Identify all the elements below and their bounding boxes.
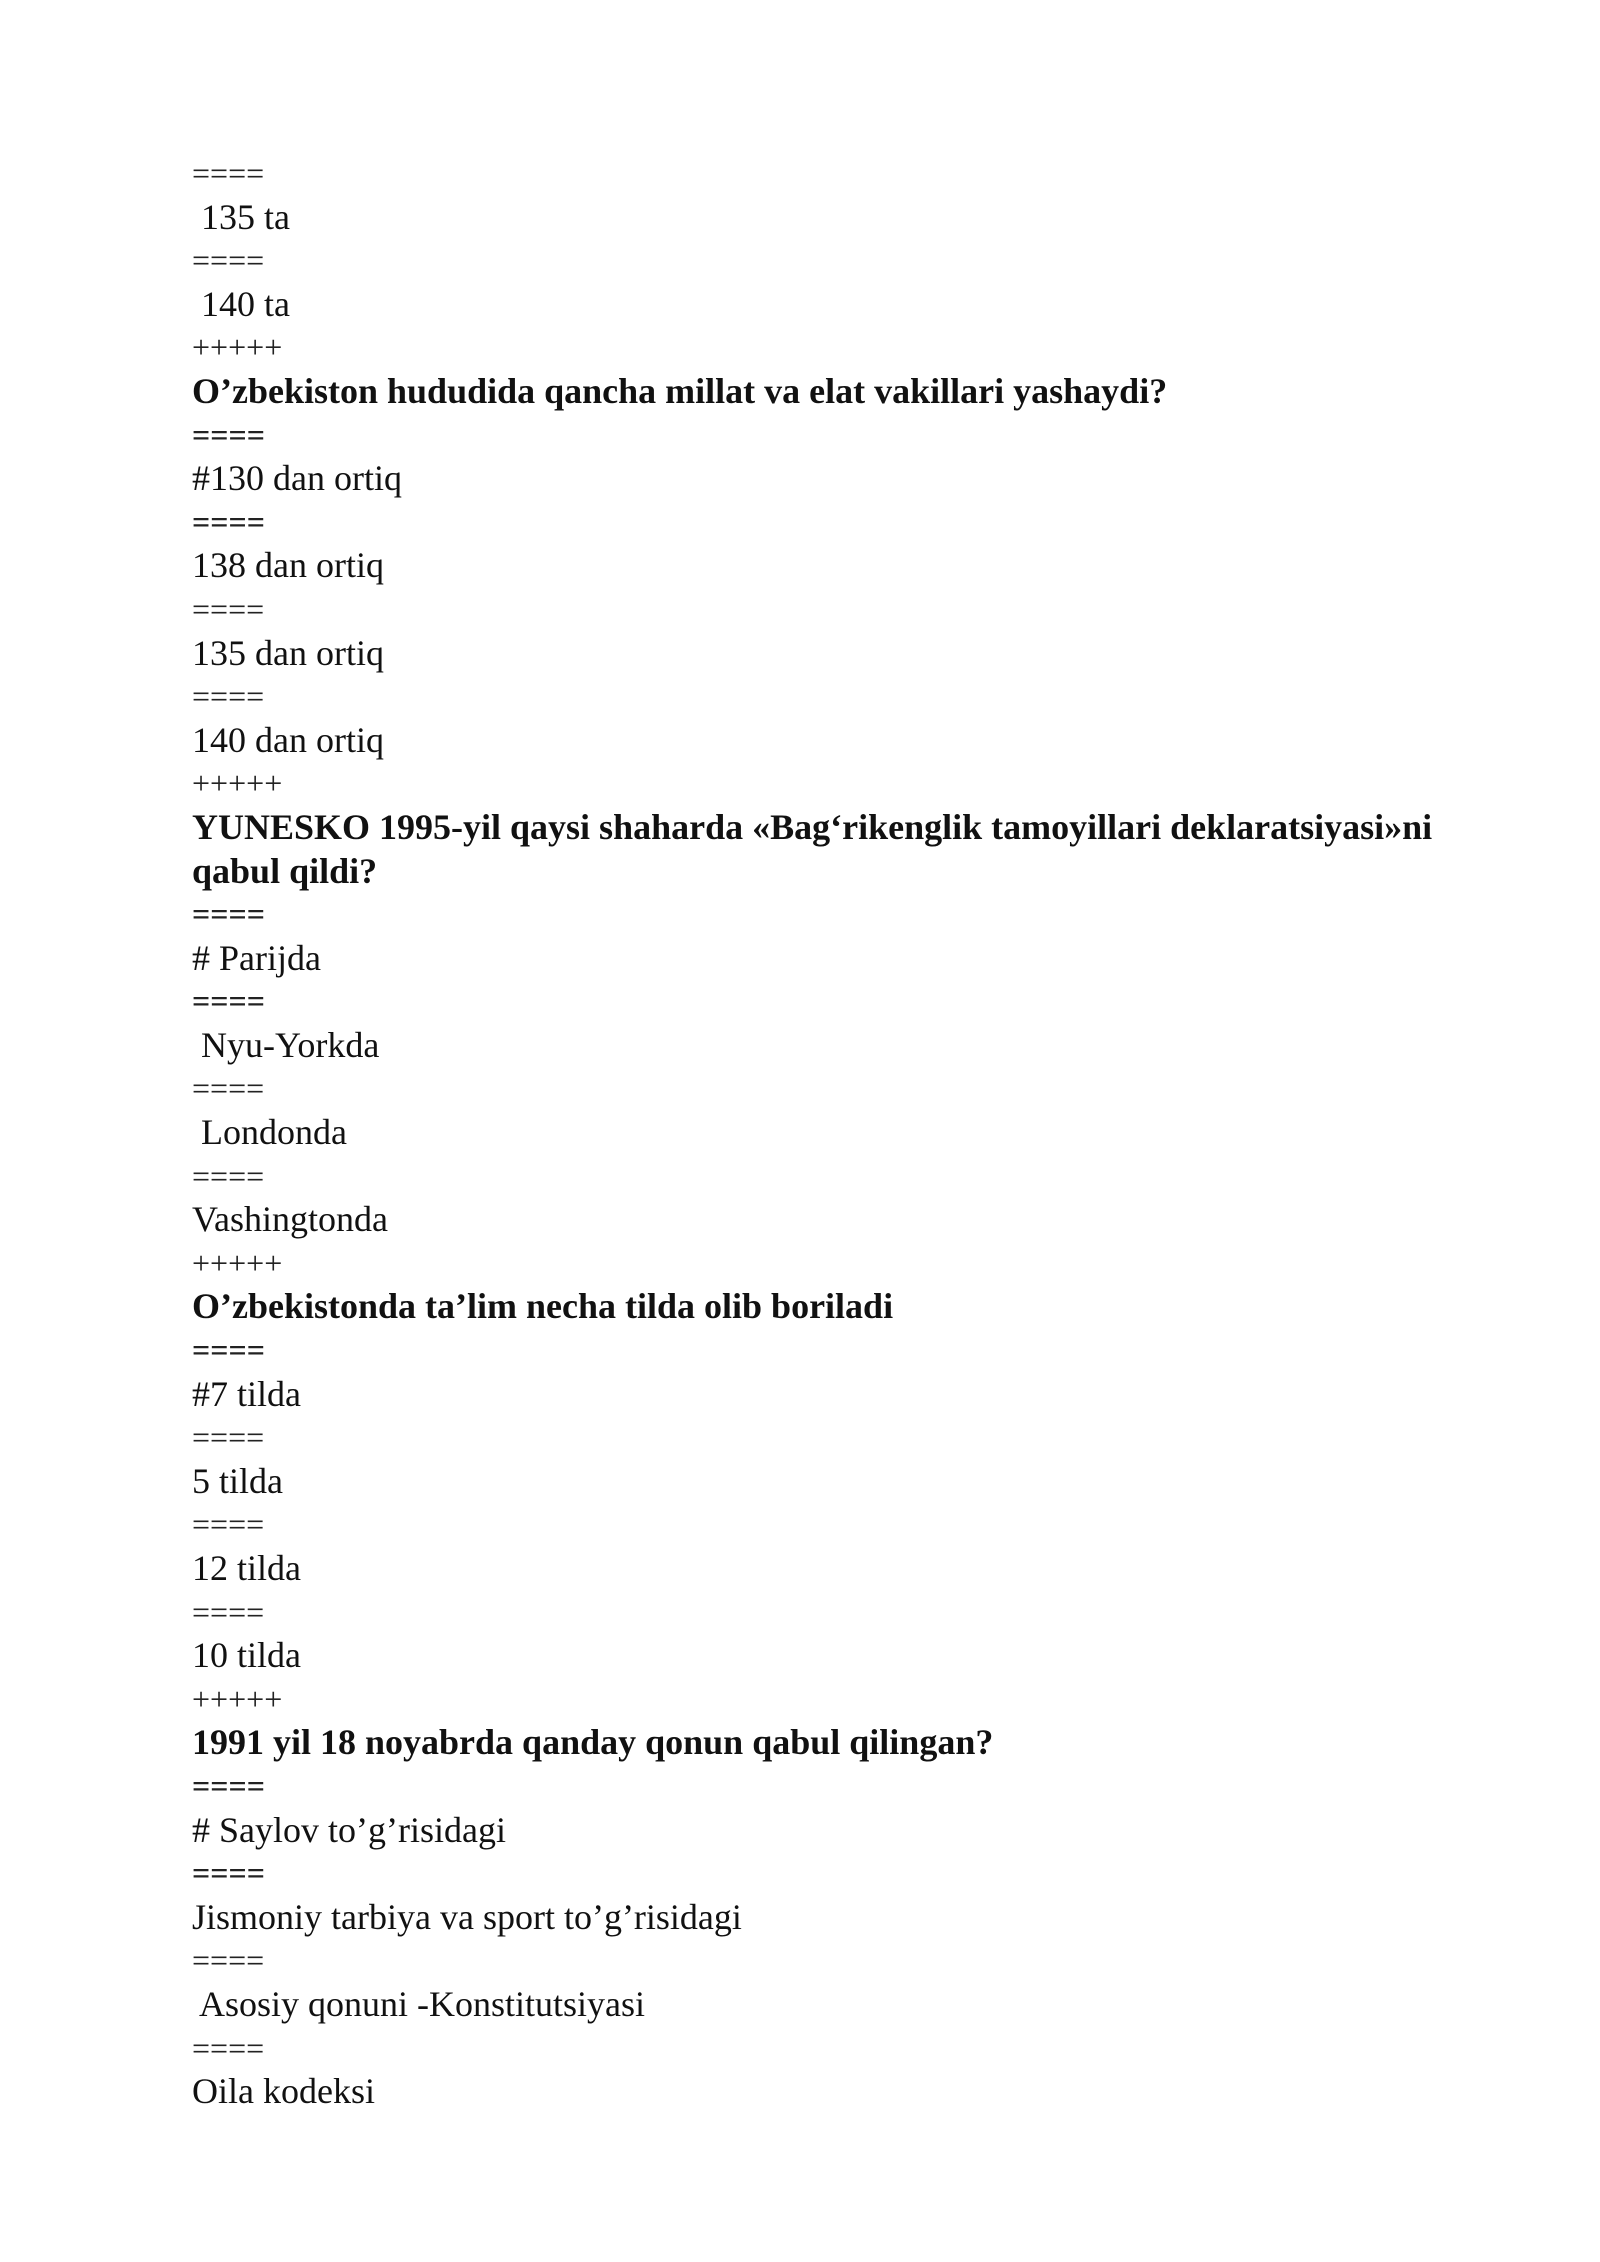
question-text: O’zbekistonda ta’lim necha tilda olib boriladi [192,1286,894,1327]
answer-option: Asosiy qonuni -Konstitutsiyasi [192,1983,646,2024]
option-separator: ==== [192,2029,265,2066]
option-separator: ==== [192,1157,265,1194]
option-separator: ==== [192,1506,265,1543]
answer-option: 135 dan ortiq [192,632,384,673]
answer-option: Vashingtonda [192,1199,388,1240]
option-separator: ==== [192,1855,265,1892]
option-separator: ==== [192,416,265,453]
question-separator: +++++ [192,1244,283,1281]
question-separator: +++++ [192,329,283,366]
option-separator: ==== [192,1419,265,1456]
option-separator: ==== [192,590,265,627]
answer-option: Jismoniy tarbiya va sport to’g’risidagi [192,1896,742,1937]
option-separator: ==== [192,1332,265,1369]
document-page [192,152,1522,2114]
answer-option: 10 tilda [192,1635,301,1676]
answer-option: # Saylov to’g’risidagi [192,1809,506,1850]
question-separator: +++++ [192,765,283,802]
answer-option: 140 dan ortiq [192,719,384,760]
option-separator: ==== [192,155,265,191]
option-separator: ==== [192,242,265,279]
option-separator: ==== [192,1593,265,1630]
question-text: O’zbekiston hududida qancha millat va elat vakillari yashaydi? [192,370,1168,411]
answer-option: Oila kodeksi [192,2071,375,2112]
option-separator: ==== [192,1942,265,1979]
answer-option: Londonda [192,1112,347,1153]
option-separator: ==== [192,896,265,933]
answer-option: 5 tilda [192,1460,283,1501]
answer-option: # Parijda [192,937,321,978]
option-separator: ==== [192,1767,265,1804]
option-separator: ==== [192,503,265,540]
answer-option: 140 ta [192,283,290,324]
answer-option: #130 dan ortiq [192,458,402,499]
question-separator: +++++ [192,1680,283,1717]
answer-option: #7 tilda [192,1373,301,1414]
answer-option: 12 tilda [192,1548,301,1588]
answer-option: 135 ta [192,196,290,237]
option-separator: ==== [192,678,265,715]
question-text: 1991 yil 18 noyabrda qanday qonun qabul qilingan? [192,1722,994,1763]
answer-option: 138 dan ortiq [192,545,384,586]
question-text: YUNESKO 1995-yil qaysi shaharda «Bag‘rikenglik tamoyillari deklaratsiyasi»ni qabul qildi? [192,806,1433,891]
answer-option: Nyu-Yorkda [192,1024,380,1065]
option-separator: ==== [192,1070,265,1107]
option-separator: ==== [192,983,265,1020]
